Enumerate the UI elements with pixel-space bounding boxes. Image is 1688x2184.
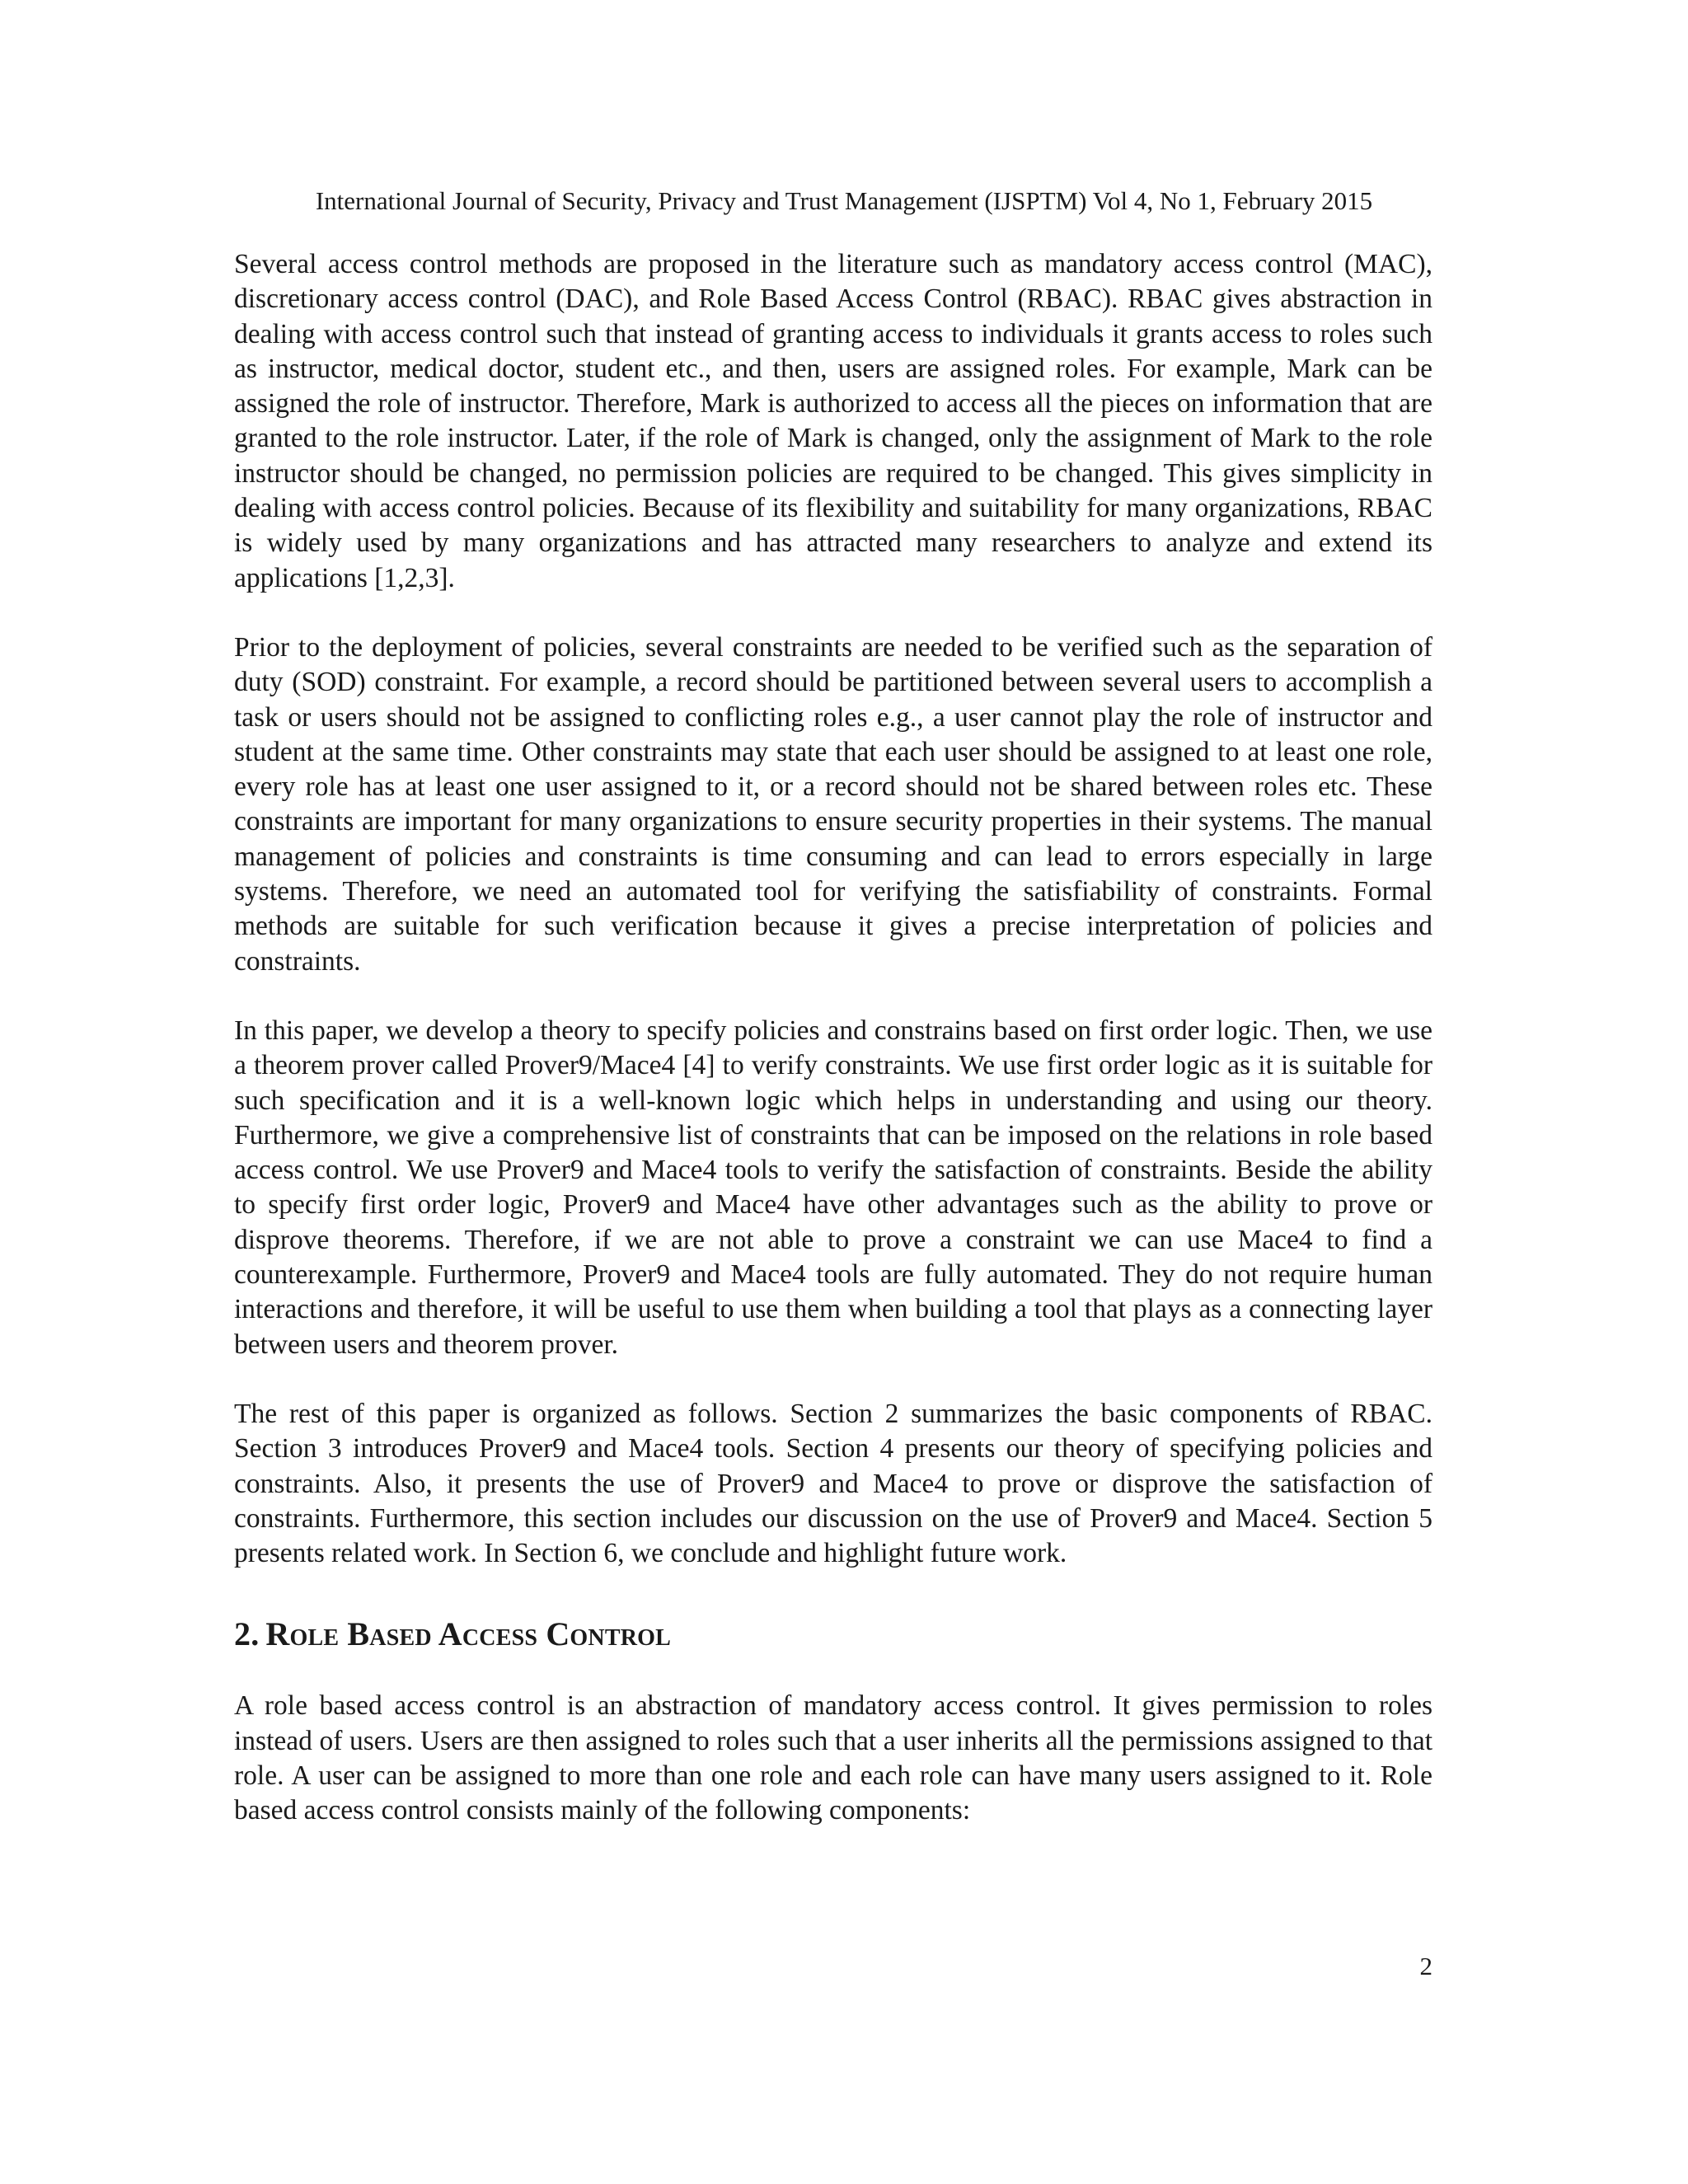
section-heading [234,1611,1432,1657]
paragraph-constraints: Prior to the deployment of policies, several constraints are needed to be verified such as the separation of duty (SOD) constraint. For example, a record should be partitioned between several users to accomplish a task or users should not be assigned to conflicting roles e.g., a user cannot play the role of instructor and student at the same time. Other constraints may state that each user should be assigned to at least one role, every role has at least one user assigned to it, or a record should not be shared between roles etc. These constraints are important for many organizations to ensure security properties in their systems. The manual management of policies and constraints is time consuming and can lead to errors especially in large systems. Therefore, we need an automated tool for verifying the satisfiability of constraints. Formal methods are suitable for such verification because it gives a precise interpretation of policies and constraints. [234,631,1432,977]
paragraph-intro-rbac: Several access control methods are proposed in the literature such as mandatory access control (MAC), discretionary access control (DAC), and Role Based Access Control (RBAC). RBAC gives abstraction in dealing with access control such that instead of granting access to individuals it grants access to roles such as instructor, medical doctor, student etc., and then, users are assigned roles. For example, Mark can be assigned the role of instructor. Therefore, Mark is authorized to access all the pieces on information that are granted to the role instructor. Later, if the role of Mark is changed, only the assignment of Mark to the role instructor should be changed, no permission policies are required to be changed. This gives simplicity in dealing with access control policies. Because of its flexibility and suitability for many organizations, RBAC is widely used by many organizations and has attracted many researchers to analyze and extend its applications [1,2,3]. [234,249,1432,593]
section-number: 2. [234,1615,260,1653]
section-title: Role Based Access Control [265,1615,671,1653]
paragraph-organization: The rest of this paper is organized as follows. Section 2 summarizes the basic components of RBAC. Section 3 introduces Prover9 and Mace4 tools. Section 4 presents our theory of specifying policies and constraints. Also, it presents the use of Prover9 and Mace4 to prove or disprove the satisfaction of constraints. Furthermore, this section includes our discussion on the use of Prover9 and Mace4. Section 5 presents related work. In Section 6, we conclude and highlight future work. [234,1398,1432,1569]
running-header: International Journal of Security, Privacy and Trust Management (IJSPTM) Vol 4, No 1, February 2015 [315,186,1373,215]
paragraph-rbac-definition: A role based access control is an abstraction of mandatory access control. It gives permission to roles instead of users. Users are then assigned to roles such that a user inherits all the permissions assigned to that role. A user can be assigned to more than one role and each role can have many users assigned to it. Role based access control consists mainly of the following components: [234,1690,1432,1826]
page-number: 2 [1419,1952,1432,1980]
body-text [234,247,1432,1829]
paragraph-contribution: In this paper, we develop a theory to specify policies and constrains based on first order logic. Then, we use a theorem prover called Prover9/Mace4 [4] to verify constraints. We use first order logic as it is suitable for such specification and it is a well-known logic which helps in understanding and using our theory. Furthermore, we give a comprehensive list of constraints that can be imposed on the relations in role based access control. We use Prover9 and Mace4 tools to verify the satisfaction of constraints. Beside the ability to specify first order logic, Prover9 and Mace4 have other advantages such as the ability to prove or disprove theorems. Therefore, if we are not able to prove a constraint we can use Mace4 to find a counterexample. Furthermore, Prover9 and Mace4 tools are fully automated. They do not require human interactions and therefore, it will be useful to use them when building a tool that plays as a connecting layer between users and theorem prover. [234,1015,1432,1360]
